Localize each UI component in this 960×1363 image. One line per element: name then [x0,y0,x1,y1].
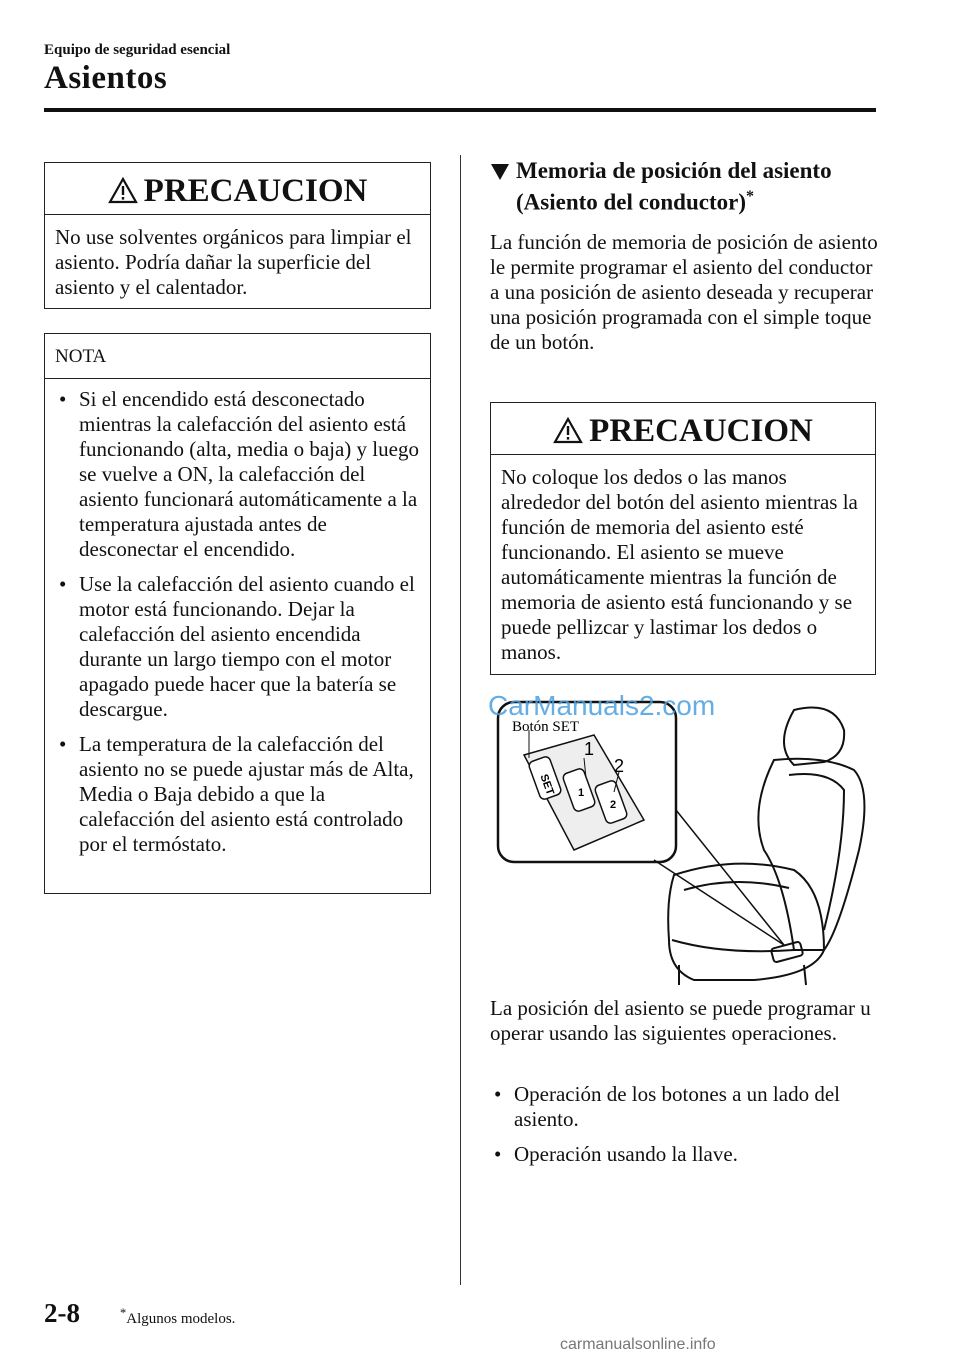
triangle-down-icon [490,163,510,181]
nota-list [55,387,420,857]
caution-header [491,403,875,455]
watermark-top: CarManuals2.com [488,690,716,721]
button-2-text: 2 [610,799,617,811]
operations-list-wrapper [490,1082,882,1177]
header-section: Equipo de seguridad esencial [44,42,231,58]
page-number: 2-8 [44,1298,80,1328]
after-paragraph: La posición del asiento se puede programar u operar usando las siguientes operaciones. [490,996,871,1045]
label-set-button: Botón SET [512,719,580,735]
caution-text: No use solventes orgánicos para limpiar el asiento. Podría dañar la superficie del asiento y el calentador. [55,225,412,299]
warning-triangle-icon [553,417,583,444]
caution-header [45,163,430,215]
caution-box-left [44,162,431,309]
nota-item: • Si el encendido está desconectado mientras la calefacción del asiento está funcionando (alta, media o baja) y luego se vuelve a ON, la calefacción del asiento funcionará automáticamente a la temperatura ajustada antes de desconectar el encendido. [55,387,420,562]
operation-item: • Operación de los botones a un lado del asiento. [490,1082,882,1132]
section-heading [490,158,880,216]
nota-item: • Use la calefacción del asiento cuando el motor está funcionando. Dejar la calefacción del asiento encendida durante un largo tiempo con el motor apagado puede hacer que la batería se descargue. [55,572,420,722]
intro-paragraph: La función de memoria de posición de asiento le permite programar el asiento del conductor a una posición de asiento deseada y recuperar una posición programada con el simple toque de un botón. [490,230,878,354]
nota-title: NOTA [45,334,430,379]
caution-text: No coloque los dedos o las manos alrededor del botón del asiento mientras la función de memoria del asiento esté funcionando. El asiento se mueve automáticamente mientras la función de memoria de asiento está funcionando y se puede pellizcar y lastimar los dedos o manos. [501,465,858,664]
section-title-line2: (Asiento del conductor) [516,189,746,215]
seat-drawing [668,708,864,986]
watermark-bottom: carmanualsonline.info [560,1336,716,1353]
page-title: Asientos [44,60,168,96]
column-divider [460,155,461,1285]
nota-item: • La temperatura de la calefacción del asiento no se puede ajustar más de Alta, Media o Baja debido a que la calefacción del asiento está controlado por el termóstato. [55,732,420,857]
button-1-text: 1 [578,787,585,799]
footer-note [120,1306,235,1328]
caution-title: PRECAUCION [589,413,813,449]
section-title-line1: Memoria de posición del asiento [516,158,832,183]
header-rule [44,108,876,112]
footer-note-text: Algunos modelos. [126,1311,236,1327]
label-1: 1 [584,739,595,759]
footer-asterisk: * [120,1306,127,1320]
button-set-text: SET [537,772,556,797]
nota-box [44,333,431,894]
caution-box-right [490,402,876,675]
operation-item: • Operación usando la llave. [490,1142,882,1167]
asterisk-mark: * [745,188,754,205]
caution-title: PRECAUCION [143,173,368,209]
seat-memory-illustration [494,700,876,990]
warning-triangle-icon [108,177,138,204]
operations-list [490,1082,882,1167]
label-2: 2 [614,756,625,776]
